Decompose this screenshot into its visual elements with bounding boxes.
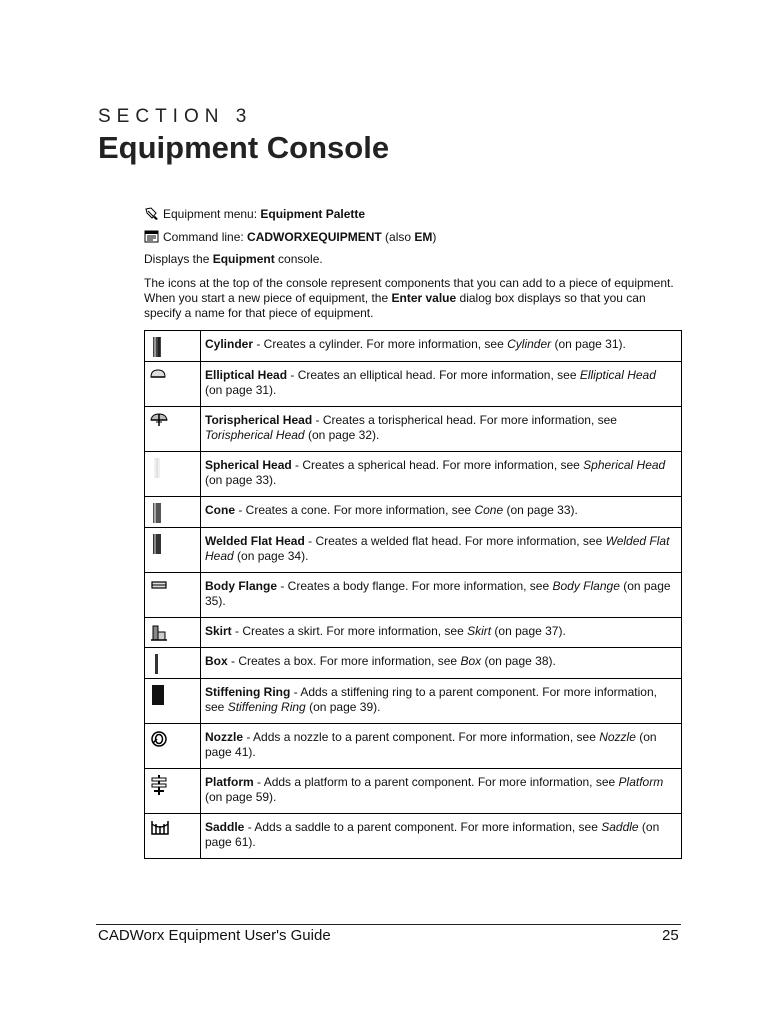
component-icon-cell <box>145 679 201 724</box>
displays-prefix: Displays the <box>144 252 213 266</box>
component-page-reference: (on page 61). <box>205 820 660 849</box>
component-row <box>145 618 682 648</box>
component-description-cell <box>201 497 682 528</box>
component-icon-cell <box>145 814 201 859</box>
component-row <box>145 331 682 362</box>
command-line-mid: (also <box>381 229 415 244</box>
spherical-head-icon <box>150 458 200 482</box>
platform-icon <box>150 775 200 799</box>
component-reference-link[interactable]: Body Flange <box>552 579 620 593</box>
intro-part1: The icons at the top of the console represent components that you can add to a piece of equipment. When you start a new piece of equipment, the <box>144 276 674 305</box>
component-page-reference: (on page 38). <box>481 654 556 668</box>
command-line-prefix: Command line: <box>163 229 248 244</box>
component-description: - Creates a skirt. For more information, see <box>231 624 468 638</box>
menu-path-value: Equipment Palette <box>260 206 366 221</box>
component-reference-link[interactable]: Cylinder <box>507 337 552 351</box>
component-reference-link[interactable]: Skirt <box>467 624 492 638</box>
component-page-reference: (on page 33). <box>205 473 277 487</box>
torispherical-head-icon <box>150 413 200 431</box>
component-description-cell <box>201 814 682 859</box>
intro-part2: dialog box displays so that you can specify a name for that piece of equipment. <box>144 291 646 320</box>
component-icon-cell <box>145 648 201 679</box>
component-description: - Adds a saddle to a parent component. For more information, see <box>244 820 602 834</box>
component-page-reference: (on page 34). <box>233 549 309 563</box>
component-description-cell <box>201 362 682 407</box>
component-description-cell <box>201 679 682 724</box>
component-icon-cell <box>145 497 201 528</box>
component-description: - Creates a cylinder. For more information, see <box>253 337 508 351</box>
command-line-value: CADWORXEQUIPMENT <box>247 229 382 244</box>
intro-bold: Enter value <box>391 291 457 305</box>
component-name: Platform <box>205 775 254 789</box>
component-page-reference: (on page 31). <box>551 337 626 351</box>
component-icon-cell <box>145 407 201 452</box>
component-description: - Adds a nozzle to a parent component. For more information, see <box>243 730 600 744</box>
component-page-reference: (on page 41). <box>205 730 657 759</box>
component-name: Skirt <box>205 624 232 638</box>
component-page-reference: (on page 31). <box>205 383 277 397</box>
component-name: Cone <box>205 503 235 517</box>
component-description-cell <box>201 331 682 362</box>
component-reference-link[interactable]: Torispherical Head <box>205 428 305 442</box>
menu-path-line <box>144 206 684 222</box>
cone-icon <box>150 503 200 527</box>
component-row <box>145 573 682 618</box>
component-row <box>145 679 682 724</box>
component-name: Torispherical Head <box>205 413 313 427</box>
menu-icon <box>144 207 160 221</box>
component-name: Welded Flat Head <box>205 534 305 548</box>
intro-paragraph <box>144 276 684 321</box>
footer-title: CADWorx Equipment User's Guide <box>98 927 331 944</box>
component-name: Spherical Head <box>205 458 292 472</box>
elliptical-head-icon <box>150 368 200 383</box>
component-row <box>145 648 682 679</box>
component-page-reference: (on page 59). <box>205 790 277 804</box>
component-icon-cell <box>145 618 201 648</box>
component-description-cell <box>201 724 682 769</box>
section-label: SECTION 3 <box>98 106 253 127</box>
component-icon-cell <box>145 528 201 573</box>
component-name: Elliptical Head <box>205 368 288 382</box>
component-description-cell <box>201 452 682 497</box>
content <box>144 206 684 859</box>
component-row <box>145 528 682 573</box>
component-reference-link[interactable]: Elliptical Head <box>579 368 656 382</box>
component-description-cell <box>201 648 682 679</box>
nozzle-icon <box>150 730 200 752</box>
cylinder-icon <box>150 337 200 361</box>
displays-bold: Equipment <box>212 252 275 266</box>
component-name: Stiffening Ring <box>205 685 291 699</box>
component-row <box>145 497 682 528</box>
component-page-reference: (on page 39). <box>305 700 381 714</box>
command-line-icon <box>144 230 160 244</box>
skirt-icon <box>150 624 200 646</box>
component-icon-cell <box>145 724 201 769</box>
component-description-cell <box>201 573 682 618</box>
component-description: - Creates a torispherical head. For more information, see <box>312 413 617 427</box>
component-row <box>145 814 682 859</box>
component-icon-cell <box>145 331 201 362</box>
component-icon-cell <box>145 573 201 618</box>
component-reference-link[interactable]: Saddle <box>601 820 639 834</box>
command-line <box>144 229 684 245</box>
component-description-cell <box>201 528 682 573</box>
component-description: - Creates a welded flat head. For more information, see <box>304 534 606 548</box>
component-icon-cell <box>145 452 201 497</box>
command-line-alias: EM <box>414 229 433 244</box>
component-page-reference: (on page 35). <box>205 579 671 608</box>
component-reference-link[interactable]: Platform <box>618 775 664 789</box>
component-description-cell <box>201 769 682 814</box>
component-description-cell <box>201 407 682 452</box>
footer-rule <box>96 924 681 925</box>
component-name: Box <box>205 654 228 668</box>
component-page-reference: (on page 32). <box>304 428 380 442</box>
component-reference-link[interactable]: Nozzle <box>599 730 636 744</box>
components-table <box>144 330 682 859</box>
component-reference-link[interactable]: Box <box>460 654 482 668</box>
component-reference-link[interactable]: Spherical Head <box>583 458 666 472</box>
component-reference-link[interactable]: Welded Flat Head <box>205 534 670 563</box>
component-name: Nozzle <box>205 730 244 744</box>
component-reference-link[interactable]: Cone <box>474 503 504 517</box>
component-description: - Creates a box. For more information, see <box>227 654 461 668</box>
welded-flat-head-icon <box>150 534 200 558</box>
component-name: Cylinder <box>205 337 254 351</box>
component-description: - Creates a spherical head. For more information, see <box>291 458 584 472</box>
stiffening-ring-icon <box>150 685 200 709</box>
displays-paragraph <box>144 252 684 267</box>
component-description: - Adds a stiffening ring to a parent component. For more information, see <box>205 685 657 714</box>
component-description: - Creates a cone. For more information, see <box>235 503 475 517</box>
component-description: - Creates a body flange. For more information, see <box>277 579 553 593</box>
body-flange-icon <box>150 579 200 594</box>
component-row <box>145 362 682 407</box>
component-description: - Adds a platform to a parent component. For more information, see <box>253 775 619 789</box>
component-row <box>145 769 682 814</box>
command-line-suffix: ) <box>432 229 437 244</box>
menu-path-prefix: Equipment menu: <box>163 206 261 221</box>
component-reference-link[interactable]: Stiffening Ring <box>227 700 306 714</box>
component-row <box>145 452 682 497</box>
component-page-reference: (on page 37). <box>491 624 566 638</box>
saddle-icon <box>150 820 200 840</box>
box-icon <box>150 654 200 678</box>
component-description: - Creates an elliptical head. For more information, see <box>287 368 580 382</box>
component-icon-cell <box>145 769 201 814</box>
component-name: Body Flange <box>205 579 278 593</box>
component-name: Saddle <box>205 820 245 834</box>
component-description-cell <box>201 618 682 648</box>
page-title: Equipment Console <box>98 130 390 165</box>
displays-suffix: console. <box>274 252 323 266</box>
component-page-reference: (on page 33). <box>503 503 578 517</box>
component-row <box>145 407 682 452</box>
component-icon-cell <box>145 362 201 407</box>
component-row <box>145 724 682 769</box>
footer-page-number: 25 <box>662 927 679 944</box>
